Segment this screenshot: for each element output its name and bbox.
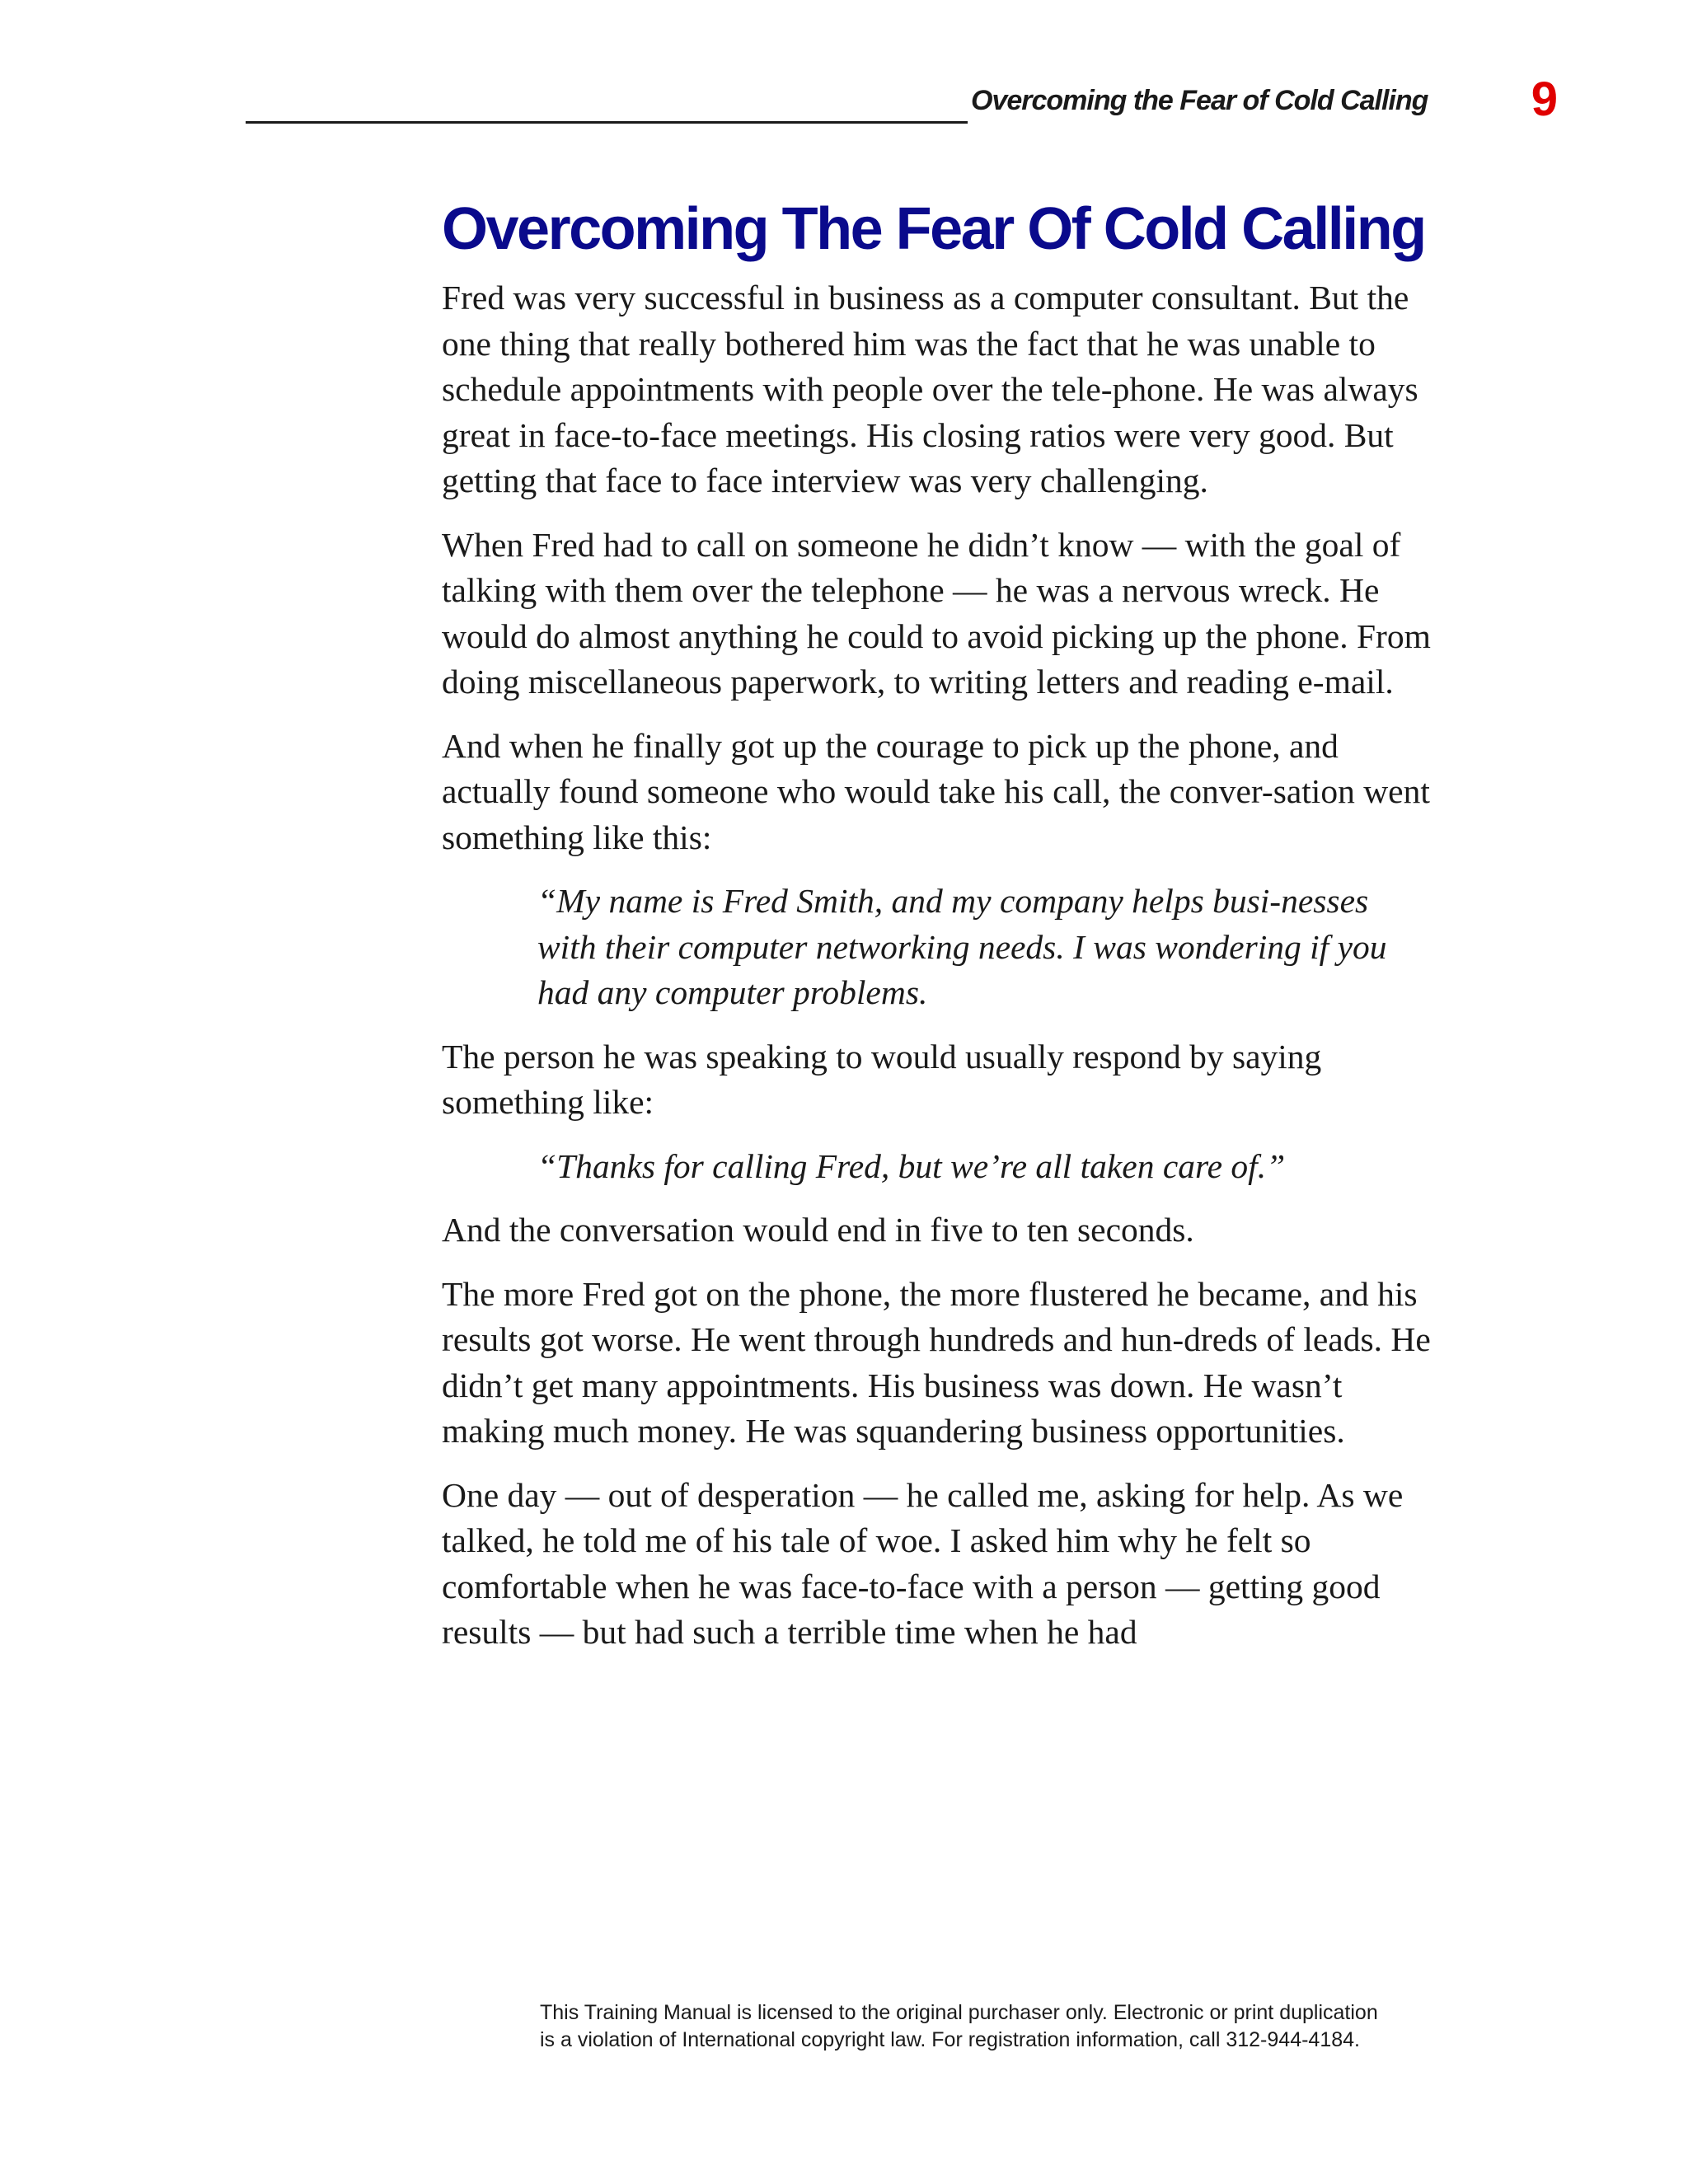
running-title: Overcoming the Fear of Cold Calling <box>971 85 1428 116</box>
copyright-footer <box>540 1999 1422 2054</box>
paragraph-3: And when he finally got up the courage to pick up the phone, and actually found someone who would take his call, the conver-sation went something like this: <box>442 726 1430 856</box>
block-quote-1: “My name is Fred Smith, and my company helps busi-nesses with their computer networking needs. I was wondering if you had any computer problems. <box>537 882 1387 1011</box>
paragraph-6: The more Fred got on the phone, the more flustered he became, and his results got worse. He went through hundreds and hun-dreds of leads. He didn’t get many appointments. His business was down. He wasn’t making much money. He was squandering business opportunities. <box>442 1274 1431 1450</box>
main-content <box>442 188 1431 1674</box>
paragraph-1: Fred was very successful in business as a computer consultant. But the one thing that really bothered him was the fact that he was unable to schedule appointments with people over the tele-phone. He was always great in face-to-face meetings. His closing ratios were very good. But getting that face to face interview was very challenging. <box>442 279 1418 499</box>
paragraph-5: And the conversation would end in five to ten seconds. <box>442 1211 1194 1249</box>
page-number: 9 <box>1531 73 1558 126</box>
page-header <box>246 73 1558 128</box>
block-quote-2: “Thanks for calling Fred, but we’re all taken care of.” <box>537 1146 1286 1185</box>
paragraph-7: One day — out of desperation — he called me, asking for help. As we talked, he told me of his tale of woe. I asked him why he felt so comfortable when he was face-to-face with a person — getting good results — but had such a terrible time when he had <box>442 1475 1404 1651</box>
paragraph-2: When Fred had to call on someone he didn’t know — with the goal of talking with them over the telephone — he was a nervous wreck. He would do almost anything he could to avoid picking up the phone. From doing miscellaneous paperwork, to writing letters and reading e-mail. <box>442 525 1431 701</box>
chapter-title: Overcoming The Fear Of Cold Calling <box>442 196 1425 262</box>
paragraph-4: The person he was speaking to would usually respond by saying something like: <box>442 1037 1322 1121</box>
footer-line-2: is a violation of International copyright law. For registration information, call 312-944-4184. <box>540 2028 1360 2051</box>
footer-line-1: This Training Manual is licensed to the original purchaser only. Electronic or print duplication <box>540 2001 1378 2024</box>
header-rule <box>246 121 968 124</box>
